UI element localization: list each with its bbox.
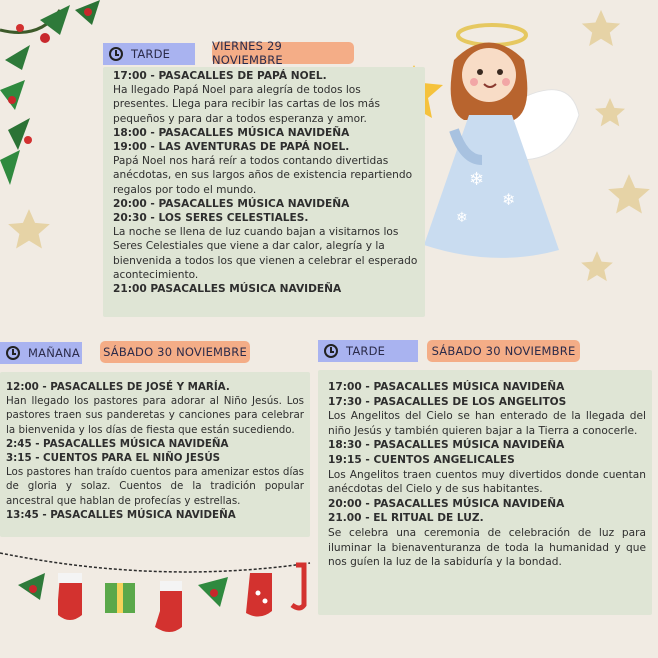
event-description: Ha llegado Papá Noel para alegría de todos los presentes. Llega para recibir las cartas de los más pequeños y para dar a todos esperanza y amor.	[113, 84, 380, 125]
saturday-afternoon-date-label: SÁBADO 30 NOVIEMBRE	[431, 344, 576, 358]
saturday-morning-date-tag	[100, 341, 250, 363]
friday-date-label: VIERNES 29 NOVIEMBRE	[212, 39, 283, 67]
saturday-afternoon-date-tag	[427, 340, 580, 362]
saturday-morning-period-tag	[0, 342, 82, 364]
saturday-afternoon-schedule	[328, 380, 646, 570]
friday-period-tag	[103, 43, 195, 65]
saturday-morning-schedule	[6, 380, 304, 522]
event-heading: 21:00 PASACALLES MÚSICA NAVIDEÑA	[113, 283, 342, 296]
star-decoration	[592, 95, 628, 131]
clock-icon	[6, 346, 20, 360]
star-decoration	[4, 205, 54, 255]
event-heading: 20:30 - LOS SERES CELESTIALES.	[113, 212, 309, 225]
star-decoration	[578, 6, 624, 52]
event-description: Papá Noel nos hará reír a todos contando divertidas anécdotas, en sus largos años de existencia repartiendo regalos por todo el mundo.	[113, 155, 413, 196]
event-description: Los pastores han traído cuentos para amenizar estos días de gloria y solaz. Cuentos de la tradición popular ancestral que hablan de profecías y estrellas.	[6, 466, 304, 507]
event-heading: 17:00 - PASACALLES DE PAPÁ NOEL.	[113, 70, 327, 82]
event-heading: 18:30 - PASACALLES MÚSICA NAVIDEÑA	[328, 439, 565, 452]
svg-text:❄: ❄	[469, 169, 485, 190]
event-heading: 19:15 - CUENTOS ANGELICALES	[328, 453, 515, 466]
friday-date-tag	[212, 39, 354, 67]
event-heading: 2:45 - PASACALLES MÚSICA NAVIDEÑA	[6, 437, 229, 450]
event-description: Se celebra una ceremonia de celebración de luz para iluminar la bienaventuranza de toda la humanidad y que nos guíen la luz de la sabiduría y la bondad.	[328, 526, 646, 569]
star-decoration	[604, 170, 654, 220]
event-heading: 19:00 - LAS AVENTURAS DE PAPÁ NOEL.	[113, 141, 350, 154]
svg-text:❄: ❄	[456, 210, 468, 226]
event-heading: 18:00 - PASACALLES MÚSICA NAVIDEÑA	[113, 126, 350, 139]
svg-text:❄: ❄	[502, 190, 516, 209]
event-heading: 17:30 - PASACALLES DE LOS ANGELITOS	[328, 395, 567, 408]
saturday-afternoon-period-tag	[318, 340, 418, 362]
event-heading: 20:00 - PASACALLES MÚSICA NAVIDEÑA	[328, 497, 565, 510]
event-description: La noche se llena de luz cuando bajan a visitarnos los Seres Celestiales que viene a dar calor, alegría y la bienvenida a todos los que vienen a celebrar el esperado acontecimiento.	[113, 226, 418, 281]
event-description: Los Angelitos del Cielo se han enterado de la llegada del niño Jesús y también quieren bajar a la Tierra a conocerle.	[328, 410, 646, 437]
holly-branch-decoration	[0, 0, 110, 200]
event-heading: 3:15 - CUENTOS PARA EL NIÑO JESÚS	[6, 452, 221, 465]
event-heading: 21.00 - EL RITUAL DE LUZ.	[328, 512, 484, 525]
event-heading: 12:00 - PASACALLES DE JOSÉ Y MARÍA.	[6, 381, 230, 393]
event-heading: 17:00 - PASACALLES MÚSICA NAVIDEÑA	[328, 381, 565, 393]
saturday-morning-date-label: SÁBADO 30 NOVIEMBRE	[103, 345, 247, 359]
event-heading: 13:45 - PASACALLES MÚSICA NAVIDEÑA	[6, 508, 236, 521]
event-description: Los Angelitos traen cuentos muy divertidos donde cuentan anécdotas del Cielo y de sus habitantes.	[328, 468, 646, 496]
saturday-morning-period-label: MAÑANA	[28, 346, 80, 360]
friday-period-label: TARDE	[131, 47, 171, 61]
christmas-garland-decoration	[0, 545, 320, 658]
event-heading: 20:00 - PASACALLES MÚSICA NAVIDEÑA	[113, 197, 350, 210]
saturday-afternoon-period-label: TARDE	[346, 344, 386, 358]
event-description: Han llegado los pastores para adorar al Niño Jesús. Los pastores traen sus panderetas y canciones para celebrar la bienvenida y los días de fiesta que están sucediendo.	[6, 395, 304, 436]
clock-icon	[109, 47, 123, 61]
friday-schedule	[113, 69, 418, 296]
clock-icon	[324, 344, 338, 358]
